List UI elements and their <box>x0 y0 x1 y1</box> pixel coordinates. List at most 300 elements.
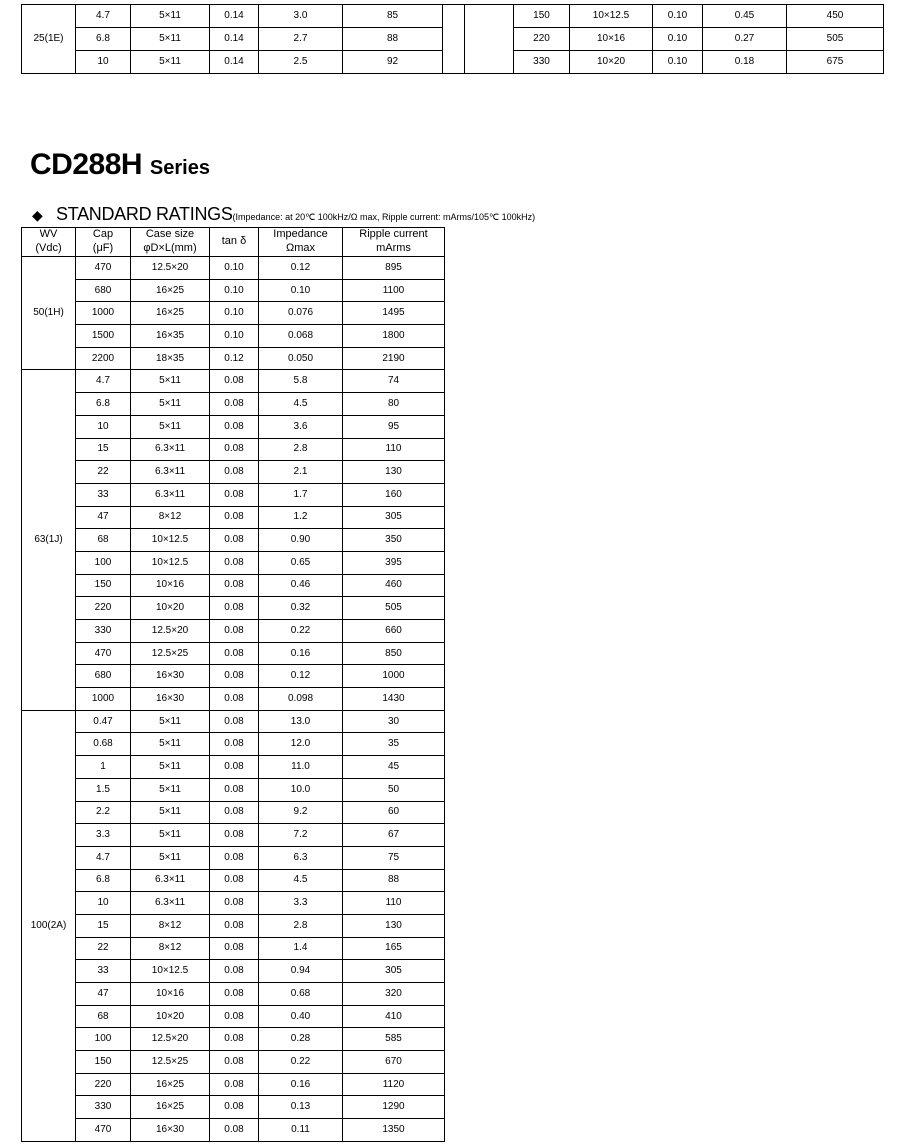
table-cell: 6.8 <box>76 28 131 51</box>
table-cell: 16×25 <box>131 302 210 325</box>
table-cell: 0.08 <box>210 1028 259 1051</box>
table-cell: 8×12 <box>131 914 210 937</box>
diamond-icon: ◆ <box>32 207 43 223</box>
table-cell: 1290 <box>343 1096 445 1119</box>
table-cell: 0.08 <box>210 665 259 688</box>
table-cell: 0.10 <box>653 51 703 74</box>
table-cell: 1100 <box>343 279 445 302</box>
table-cell: 10×12.5 <box>570 5 653 28</box>
table-cell: 0.08 <box>210 1051 259 1074</box>
table-row <box>22 461 445 484</box>
table-cell: 2.1 <box>259 461 343 484</box>
table-row <box>22 688 445 711</box>
series-name: CD288H <box>30 148 143 181</box>
table-cell: 100 <box>76 551 131 574</box>
table-cell: 0.08 <box>210 914 259 937</box>
table-cell: 0.08 <box>210 778 259 801</box>
table-cell: 150 <box>76 574 131 597</box>
table-cell: 10×16 <box>131 983 210 1006</box>
table-cell: 2190 <box>343 347 445 370</box>
table-row <box>22 574 445 597</box>
table-cell: 10 <box>76 51 131 74</box>
table-cell: 10×16 <box>131 574 210 597</box>
table-row <box>22 347 445 370</box>
table-cell: 15 <box>76 438 131 461</box>
table-cell: 0.08 <box>210 1096 259 1119</box>
continuation-table-body <box>22 5 884 74</box>
table-cell: 5×11 <box>131 824 210 847</box>
table-cell: 10×20 <box>131 1005 210 1028</box>
table-cell: 95 <box>343 415 445 438</box>
standard-ratings-label: STANDARD RATINGS <box>56 204 233 224</box>
table-cell: 505 <box>787 28 884 51</box>
table-cell: 2.7 <box>259 28 343 51</box>
table-cell: 92 <box>343 51 443 74</box>
table-row <box>22 756 445 779</box>
table-cell: 2.5 <box>259 51 343 74</box>
empty-cell <box>465 5 514 74</box>
table-cell: 16×30 <box>131 665 210 688</box>
table-cell: 16×25 <box>131 279 210 302</box>
table-cell: 3.3 <box>259 892 343 915</box>
table-row <box>22 597 445 620</box>
wv-cell: 63(1J) <box>22 370 76 710</box>
table-row <box>22 257 445 280</box>
table-cell: 0.47 <box>76 710 131 733</box>
table-cell: 0.08 <box>210 733 259 756</box>
table-row <box>22 1096 445 1119</box>
table-cell: 0.08 <box>210 869 259 892</box>
table-cell: 0.08 <box>210 574 259 597</box>
table-cell: 85 <box>343 5 443 28</box>
table-cell: 50 <box>343 778 445 801</box>
table-cell: 10 <box>76 415 131 438</box>
table-row <box>22 869 445 892</box>
table-cell: 75 <box>343 846 445 869</box>
table-row <box>22 983 445 1006</box>
table-cell: 0.08 <box>210 1119 259 1142</box>
wv-cell: 50(1H) <box>22 257 76 370</box>
table-cell: 0.08 <box>210 370 259 393</box>
table-cell: 0.22 <box>259 1051 343 1074</box>
table-cell: 1.5 <box>76 778 131 801</box>
table-cell: 165 <box>343 937 445 960</box>
table-cell: 11.0 <box>259 756 343 779</box>
column-header <box>131 228 210 257</box>
wv-cell: 100(2A) <box>22 710 76 1141</box>
table-row <box>22 1051 445 1074</box>
table-cell: 0.12 <box>210 347 259 370</box>
table-cell: 0.27 <box>703 28 787 51</box>
table-cell: 130 <box>343 461 445 484</box>
table-cell: 10 <box>76 892 131 915</box>
table-cell: 5×11 <box>131 393 210 416</box>
table-cell: 8×12 <box>131 506 210 529</box>
table-body <box>22 257 445 1142</box>
table-cell: 16×35 <box>131 325 210 348</box>
table-cell: 0.08 <box>210 393 259 416</box>
table-cell: 0.08 <box>210 483 259 506</box>
table-cell: 0.10 <box>653 5 703 28</box>
table-cell: 675 <box>787 51 884 74</box>
table-cell: 4.5 <box>259 393 343 416</box>
table-cell: 0.68 <box>259 983 343 1006</box>
table-cell: 68 <box>76 1005 131 1028</box>
column-header-line: (Vdc) <box>35 242 62 254</box>
table-cell: 2.8 <box>259 438 343 461</box>
table-cell: 0.08 <box>210 1073 259 1096</box>
table-cell: 0.08 <box>210 597 259 620</box>
table-cell: 16×25 <box>131 1096 210 1119</box>
column-header <box>22 228 76 257</box>
table-row <box>22 733 445 756</box>
table-cell: 15 <box>76 914 131 937</box>
table-cell: 585 <box>343 1028 445 1051</box>
table-row <box>22 506 445 529</box>
column-header-line: Case size <box>145 228 195 241</box>
header-row <box>22 228 445 257</box>
table-cell: 0.90 <box>259 529 343 552</box>
table-cell: 320 <box>343 983 445 1006</box>
table-row <box>22 801 445 824</box>
table-cell: 0.10 <box>653 28 703 51</box>
column-header <box>259 228 343 257</box>
table-cell: 0.28 <box>259 1028 343 1051</box>
table-cell: 9.2 <box>259 801 343 824</box>
table-cell: 3.6 <box>259 415 343 438</box>
wv-cell: 25(1E) <box>22 5 76 74</box>
table-row <box>22 438 445 461</box>
table-cell: 0.076 <box>259 302 343 325</box>
table-cell: 1000 <box>343 665 445 688</box>
table-cell: 0.08 <box>210 529 259 552</box>
table-cell: 0.12 <box>259 257 343 280</box>
table-cell: 305 <box>343 960 445 983</box>
table-row <box>22 393 445 416</box>
standard-ratings-table <box>21 227 445 1142</box>
table-cell: 0.22 <box>259 620 343 643</box>
table-cell: 0.68 <box>76 733 131 756</box>
table-cell: 10×16 <box>570 28 653 51</box>
table-cell: 47 <box>76 506 131 529</box>
table-cell: 88 <box>343 28 443 51</box>
table-cell: 88 <box>343 869 445 892</box>
table-cell: 1495 <box>343 302 445 325</box>
table-cell: 1.2 <box>259 506 343 529</box>
table-cell: 74 <box>343 370 445 393</box>
table-cell: 0.08 <box>210 688 259 711</box>
table-cell: 505 <box>343 597 445 620</box>
table-row <box>22 937 445 960</box>
table-cell: 0.46 <box>259 574 343 597</box>
table-cell: 305 <box>343 506 445 529</box>
table-cell: 0.08 <box>210 960 259 983</box>
table-row <box>22 665 445 688</box>
table-cell: 0.14 <box>210 28 259 51</box>
continuation-table <box>21 4 884 74</box>
column-header-line: Ωmax <box>285 242 315 254</box>
table-cell: 0.13 <box>259 1096 343 1119</box>
table-cell: 6.3×11 <box>131 483 210 506</box>
table-cell: 0.098 <box>259 688 343 711</box>
table-cell: 0.08 <box>210 438 259 461</box>
table-cell: 0.08 <box>210 642 259 665</box>
table-cell: 3.3 <box>76 824 131 847</box>
column-header-line: φD×L(mm) <box>143 242 197 254</box>
table-cell: 0.10 <box>210 257 259 280</box>
table-cell: 6.8 <box>76 869 131 892</box>
table-cell: 470 <box>76 257 131 280</box>
table-cell: 5×11 <box>131 778 210 801</box>
table-cell: 0.45 <box>703 5 787 28</box>
table-cell: 150 <box>76 1051 131 1074</box>
table-cell: 5×11 <box>131 28 210 51</box>
table-cell: 220 <box>514 28 570 51</box>
table-cell: 0.11 <box>259 1119 343 1142</box>
table-cell: 1430 <box>343 688 445 711</box>
table-cell: 12.5×20 <box>131 1028 210 1051</box>
table-cell: 10×12.5 <box>131 529 210 552</box>
table-row <box>22 325 445 348</box>
table-cell: 0.65 <box>259 551 343 574</box>
table-cell: 1800 <box>343 325 445 348</box>
table-cell: 4.7 <box>76 5 131 28</box>
table-cell: 150 <box>514 5 570 28</box>
table-cell: 60 <box>343 801 445 824</box>
series-suffix: Series <box>149 157 210 179</box>
table-cell: 0.08 <box>210 892 259 915</box>
table-row <box>22 302 445 325</box>
table-cell: 5×11 <box>131 756 210 779</box>
table-cell: 1.4 <box>259 937 343 960</box>
standard-ratings-note: (Impedance: at 20℃ 100kHz/Ω max, Ripple current: mArms/105℃ 100kHz) <box>232 212 536 222</box>
column-header-line: tan δ <box>221 235 247 248</box>
table-row <box>22 1028 445 1051</box>
table-row <box>22 710 445 733</box>
table-cell: 0.068 <box>259 325 343 348</box>
table-cell: 10×20 <box>570 51 653 74</box>
table-cell: 895 <box>343 257 445 280</box>
standard-ratings-heading <box>32 204 535 225</box>
table-cell: 0.08 <box>210 415 259 438</box>
table-cell: 100 <box>76 1028 131 1051</box>
column-header-line: (μF) <box>92 242 114 254</box>
table-row <box>22 1005 445 1028</box>
table-cell: 0.050 <box>259 347 343 370</box>
series-title <box>30 148 210 182</box>
table-cell: 18×35 <box>131 347 210 370</box>
table-cell: 8×12 <box>131 937 210 960</box>
table-cell: 0.32 <box>259 597 343 620</box>
table-cell: 2200 <box>76 347 131 370</box>
table-cell: 680 <box>76 279 131 302</box>
table-cell: 470 <box>76 642 131 665</box>
table-cell: 6.3×11 <box>131 438 210 461</box>
table-cell: 680 <box>76 665 131 688</box>
table-cell: 10×12.5 <box>131 551 210 574</box>
table-cell: 220 <box>76 1073 131 1096</box>
table-cell: 110 <box>343 438 445 461</box>
table-row <box>22 778 445 801</box>
table-cell: 22 <box>76 461 131 484</box>
table-cell: 47 <box>76 983 131 1006</box>
table-cell: 12.5×25 <box>131 642 210 665</box>
table-cell: 4.7 <box>76 846 131 869</box>
table-row <box>22 960 445 983</box>
table-row <box>22 620 445 643</box>
table-cell: 0.12 <box>259 665 343 688</box>
table-cell: 45 <box>343 756 445 779</box>
table-cell: 6.3 <box>259 846 343 869</box>
table-cell: 660 <box>343 620 445 643</box>
table-cell: 1 <box>76 756 131 779</box>
table-cell: 0.08 <box>210 824 259 847</box>
table-cell: 395 <box>343 551 445 574</box>
table-cell: 330 <box>514 51 570 74</box>
table-cell: 5×11 <box>131 846 210 869</box>
table-header <box>22 228 445 257</box>
table-cell: 0.18 <box>703 51 787 74</box>
table-cell: 470 <box>76 1119 131 1142</box>
table-cell: 10×20 <box>131 597 210 620</box>
table-cell: 4.5 <box>259 869 343 892</box>
table-cell: 2.2 <box>76 801 131 824</box>
table-cell: 35 <box>343 733 445 756</box>
table-cell: 1500 <box>76 325 131 348</box>
table-row <box>22 892 445 915</box>
table-cell: 0.08 <box>210 506 259 529</box>
column-header-line: Ripple current <box>359 228 428 241</box>
table-cell: 670 <box>343 1051 445 1074</box>
table-cell: 1.7 <box>259 483 343 506</box>
table-cell: 6.3×11 <box>131 869 210 892</box>
table-row <box>22 846 445 869</box>
table-cell: 6.8 <box>76 393 131 416</box>
table-cell: 30 <box>343 710 445 733</box>
table-cell: 0.10 <box>210 302 259 325</box>
table-cell: 0.08 <box>210 620 259 643</box>
table-cell: 220 <box>76 597 131 620</box>
table-cell: 1000 <box>76 302 131 325</box>
table-cell: 450 <box>787 5 884 28</box>
table-cell: 0.08 <box>210 1005 259 1028</box>
column-header <box>210 228 259 257</box>
table-cell: 0.94 <box>259 960 343 983</box>
table-cell: 5×11 <box>131 5 210 28</box>
table-cell: 6.3×11 <box>131 892 210 915</box>
table-cell: 67 <box>343 824 445 847</box>
table-cell: 330 <box>76 620 131 643</box>
table-row <box>22 1119 445 1142</box>
table-cell: 16×30 <box>131 688 210 711</box>
table-cell: 330 <box>76 1096 131 1119</box>
table-cell: 33 <box>76 960 131 983</box>
table-cell: 0.08 <box>210 983 259 1006</box>
table-cell: 12.5×25 <box>131 1051 210 1074</box>
table-cell: 0.08 <box>210 461 259 484</box>
table-cell: 12.5×20 <box>131 257 210 280</box>
table-cell: 0.16 <box>259 1073 343 1096</box>
table-cell: 6.3×11 <box>131 461 210 484</box>
table-cell: 0.40 <box>259 1005 343 1028</box>
table-cell: 0.14 <box>210 5 259 28</box>
table-row <box>22 279 445 302</box>
table-cell: 5×11 <box>131 710 210 733</box>
table-row <box>22 370 445 393</box>
table-cell: 160 <box>343 483 445 506</box>
table-cell: 12.5×20 <box>131 620 210 643</box>
empty-cell <box>443 5 465 74</box>
column-header-line: Cap <box>92 228 114 241</box>
column-header-line: mArms <box>376 242 411 254</box>
table-cell: 0.16 <box>259 642 343 665</box>
table-cell: 410 <box>343 1005 445 1028</box>
table-cell: 0.08 <box>210 551 259 574</box>
column-header <box>76 228 131 257</box>
table-row <box>22 551 445 574</box>
table-cell: 1120 <box>343 1073 445 1096</box>
table-cell: 0.08 <box>210 937 259 960</box>
table-cell: 80 <box>343 393 445 416</box>
table-row <box>22 824 445 847</box>
table-cell: 5×11 <box>131 370 210 393</box>
table-row <box>22 914 445 937</box>
table-cell: 5×11 <box>131 415 210 438</box>
column-header-line: Impedance <box>273 228 328 241</box>
table-row <box>22 415 445 438</box>
table-cell: 850 <box>343 642 445 665</box>
table-cell: 0.08 <box>210 801 259 824</box>
table-cell: 10×12.5 <box>131 960 210 983</box>
table-cell: 5×11 <box>131 51 210 74</box>
table-cell: 0.10 <box>210 279 259 302</box>
table-cell: 130 <box>343 914 445 937</box>
table-cell: 68 <box>76 529 131 552</box>
table-row <box>22 1073 445 1096</box>
column-header-line: WV <box>39 228 58 241</box>
table-cell: 0.10 <box>210 325 259 348</box>
table-cell: 10.0 <box>259 778 343 801</box>
table-row <box>22 483 445 506</box>
table-cell: 16×25 <box>131 1073 210 1096</box>
table-cell: 0.08 <box>210 846 259 869</box>
table-cell: 5×11 <box>131 733 210 756</box>
table-cell: 7.2 <box>259 824 343 847</box>
table-cell: 0.08 <box>210 710 259 733</box>
table-cell: 460 <box>343 574 445 597</box>
table-cell: 1350 <box>343 1119 445 1142</box>
table-cell: 0.08 <box>210 756 259 779</box>
table-cell: 1000 <box>76 688 131 711</box>
table-cell: 12.0 <box>259 733 343 756</box>
table-row <box>22 5 884 28</box>
table-cell: 3.0 <box>259 5 343 28</box>
table-cell: 22 <box>76 937 131 960</box>
table-cell: 110 <box>343 892 445 915</box>
table-cell: 0.10 <box>259 279 343 302</box>
table-cell: 350 <box>343 529 445 552</box>
table-cell: 2.8 <box>259 914 343 937</box>
table-cell: 16×30 <box>131 1119 210 1142</box>
table-cell: 13.0 <box>259 710 343 733</box>
table-cell: 4.7 <box>76 370 131 393</box>
table-row <box>22 529 445 552</box>
table-cell: 0.14 <box>210 51 259 74</box>
table-cell: 5×11 <box>131 801 210 824</box>
table-row <box>22 642 445 665</box>
table-cell: 5.8 <box>259 370 343 393</box>
column-header <box>343 228 445 257</box>
